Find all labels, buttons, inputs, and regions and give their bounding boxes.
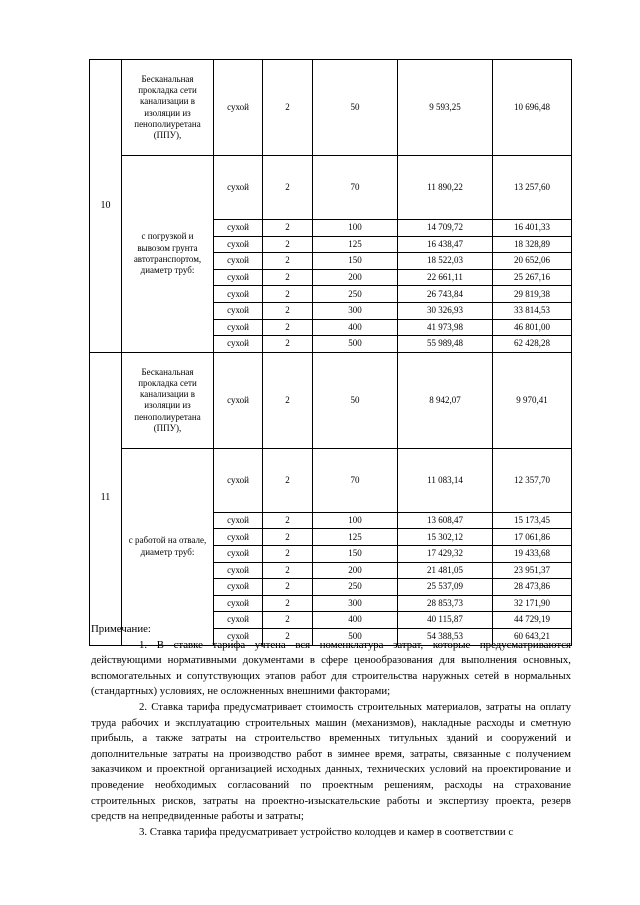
table-row	[90, 156, 572, 220]
count-cell: 2	[263, 269, 313, 286]
soil-cell: сухой	[214, 253, 263, 270]
description-bottom: с работой на отвале, диаметр труб:	[122, 448, 214, 645]
soil-cell: сухой	[214, 336, 263, 353]
price2-cell: 15 173,45	[493, 512, 572, 529]
price2-cell: 23 951,37	[493, 562, 572, 579]
soil-cell: сухой	[214, 512, 263, 529]
tariff-table	[89, 59, 572, 646]
price1-cell: 22 661,11	[398, 269, 493, 286]
soil-cell: сухой	[214, 529, 263, 546]
diameter-cell: 500	[313, 336, 398, 353]
table-row	[90, 448, 572, 512]
soil-cell: сухой	[214, 286, 263, 303]
note-title: Примечание:	[91, 623, 151, 635]
price2-cell: 9 970,41	[493, 352, 572, 448]
diameter-cell: 70	[313, 156, 398, 220]
note-section	[91, 622, 571, 840]
price2-cell: 18 328,89	[493, 236, 572, 253]
soil-cell: сухой	[214, 448, 263, 512]
diameter-cell: 100	[313, 512, 398, 529]
price1-cell: 11 890,22	[398, 156, 493, 220]
count-cell: 2	[263, 628, 313, 645]
count-cell: 2	[263, 512, 313, 529]
soil-cell: сухой	[214, 545, 263, 562]
price2-cell: 60 643,21	[493, 628, 572, 645]
description-bottom: с погрузкой и вывозом грунта автотранспортом, диаметр труб:	[122, 156, 214, 353]
count-cell: 2	[263, 286, 313, 303]
count-cell: 2	[263, 156, 313, 220]
price1-cell: 15 302,12	[398, 529, 493, 546]
diameter-cell: 250	[313, 579, 398, 596]
count-cell: 2	[263, 319, 313, 336]
soil-cell: сухой	[214, 562, 263, 579]
price1-cell: 26 743,84	[398, 286, 493, 303]
diameter-cell: 125	[313, 529, 398, 546]
count-cell: 2	[263, 352, 313, 448]
price1-cell: 30 326,93	[398, 302, 493, 319]
count-cell: 2	[263, 253, 313, 270]
price2-cell: 46 801,00	[493, 319, 572, 336]
price1-cell: 41 973,98	[398, 319, 493, 336]
count-cell: 2	[263, 60, 313, 156]
price2-cell: 17 061,86	[493, 529, 572, 546]
diameter-cell: 300	[313, 302, 398, 319]
price2-cell: 16 401,33	[493, 220, 572, 237]
price1-cell: 54 388,53	[398, 628, 493, 645]
group-number: 11	[90, 352, 122, 645]
soil-cell: сухой	[214, 319, 263, 336]
count-cell: 2	[263, 336, 313, 353]
diameter-cell: 400	[313, 612, 398, 629]
diameter-cell: 50	[313, 60, 398, 156]
price1-cell: 13 608,47	[398, 512, 493, 529]
count-cell: 2	[263, 529, 313, 546]
diameter-cell: 200	[313, 562, 398, 579]
diameter-cell: 200	[313, 269, 398, 286]
price1-cell: 18 522,03	[398, 253, 493, 270]
price1-cell: 8 942,07	[398, 352, 493, 448]
diameter-cell: 250	[313, 286, 398, 303]
diameter-cell: 125	[313, 236, 398, 253]
count-cell: 2	[263, 236, 313, 253]
soil-cell: сухой	[214, 236, 263, 253]
soil-cell: сухой	[214, 156, 263, 220]
price2-cell: 19 433,68	[493, 545, 572, 562]
soil-cell: сухой	[214, 60, 263, 156]
price2-cell: 25 267,16	[493, 269, 572, 286]
description-top: Бесканальная прокладка сети канализации в изоляции из пенополиуретана (ППУ),	[122, 60, 214, 156]
price1-cell: 14 709,72	[398, 220, 493, 237]
diameter-cell: 500	[313, 628, 398, 645]
diameter-cell: 400	[313, 319, 398, 336]
soil-cell: сухой	[214, 595, 263, 612]
price1-cell: 16 438,47	[398, 236, 493, 253]
note-item-3: 3. Ставка тарифа предусматривает устройство колодцев и камер в соответствии с	[139, 825, 514, 838]
soil-cell: сухой	[214, 352, 263, 448]
diameter-cell: 150	[313, 253, 398, 270]
price2-cell: 12 357,70	[493, 448, 572, 512]
count-cell: 2	[263, 448, 313, 512]
price2-cell: 32 171,90	[493, 595, 572, 612]
table-row	[90, 60, 572, 156]
group-number: 10	[90, 60, 122, 353]
note-item-1: 1. В ставке тарифа учтена вся номенклатура затрат, которые предусматриваются действующими нормативными документами в сфере ценообразования для выполнения основных, вспомогательных и сопутствующих этапов работ для строительства наружных сетей в нормальных (стандартных) условиях, не осложненных внешними факторами;	[91, 638, 571, 698]
price2-cell: 20 652,06	[493, 253, 572, 270]
count-cell: 2	[263, 302, 313, 319]
soil-cell: сухой	[214, 302, 263, 319]
count-cell: 2	[263, 545, 313, 562]
count-cell: 2	[263, 562, 313, 579]
price1-cell: 17 429,32	[398, 545, 493, 562]
price1-cell: 9 593,25	[398, 60, 493, 156]
count-cell: 2	[263, 579, 313, 596]
count-cell: 2	[263, 612, 313, 629]
description-top: Бесканальная прокладка сети канализации в изоляции из пенополиуретана (ППУ),	[122, 352, 214, 448]
price1-cell: 11 083,14	[398, 448, 493, 512]
price2-cell: 62 428,28	[493, 336, 572, 353]
soil-cell: сухой	[214, 220, 263, 237]
price2-cell: 44 729,19	[493, 612, 572, 629]
diameter-cell: 70	[313, 448, 398, 512]
diameter-cell: 50	[313, 352, 398, 448]
price1-cell: 55 989,48	[398, 336, 493, 353]
price1-cell: 28 853,73	[398, 595, 493, 612]
diameter-cell: 300	[313, 595, 398, 612]
table-row	[90, 352, 572, 448]
price2-cell: 29 819,38	[493, 286, 572, 303]
count-cell: 2	[263, 220, 313, 237]
soil-cell: сухой	[214, 628, 263, 645]
price2-cell: 10 696,48	[493, 60, 572, 156]
soil-cell: сухой	[214, 269, 263, 286]
soil-cell: сухой	[214, 612, 263, 629]
price1-cell: 25 537,09	[398, 579, 493, 596]
note-item-2: 2. Ставка тарифа предусматривает стоимость строительных материалов, затраты на оплату труда рабочих и эксплуатацию строительных машин (механизмов), накладные расходы и сметную прибыль, а также затраты на строительство временных титульных зданий и сооружений и дополнительные затраты на производство работ в зимнее время, затраты, связанные с получением заказчиком и проектной организацией исходных данных, технических условий на проектирование и проведение необходимых согласований по проектным решениям, расходы на страхование строительных рисков, затраты на проектно-изыскательские работы и экспертизу проекта, резерв средств на непредвиденные работы и затраты;	[91, 700, 571, 823]
price2-cell: 33 814,53	[493, 302, 572, 319]
diameter-cell: 150	[313, 545, 398, 562]
soil-cell: сухой	[214, 579, 263, 596]
count-cell: 2	[263, 595, 313, 612]
price2-cell: 13 257,60	[493, 156, 572, 220]
diameter-cell: 100	[313, 220, 398, 237]
price1-cell: 40 115,87	[398, 612, 493, 629]
price1-cell: 21 481,05	[398, 562, 493, 579]
price2-cell: 28 473,86	[493, 579, 572, 596]
